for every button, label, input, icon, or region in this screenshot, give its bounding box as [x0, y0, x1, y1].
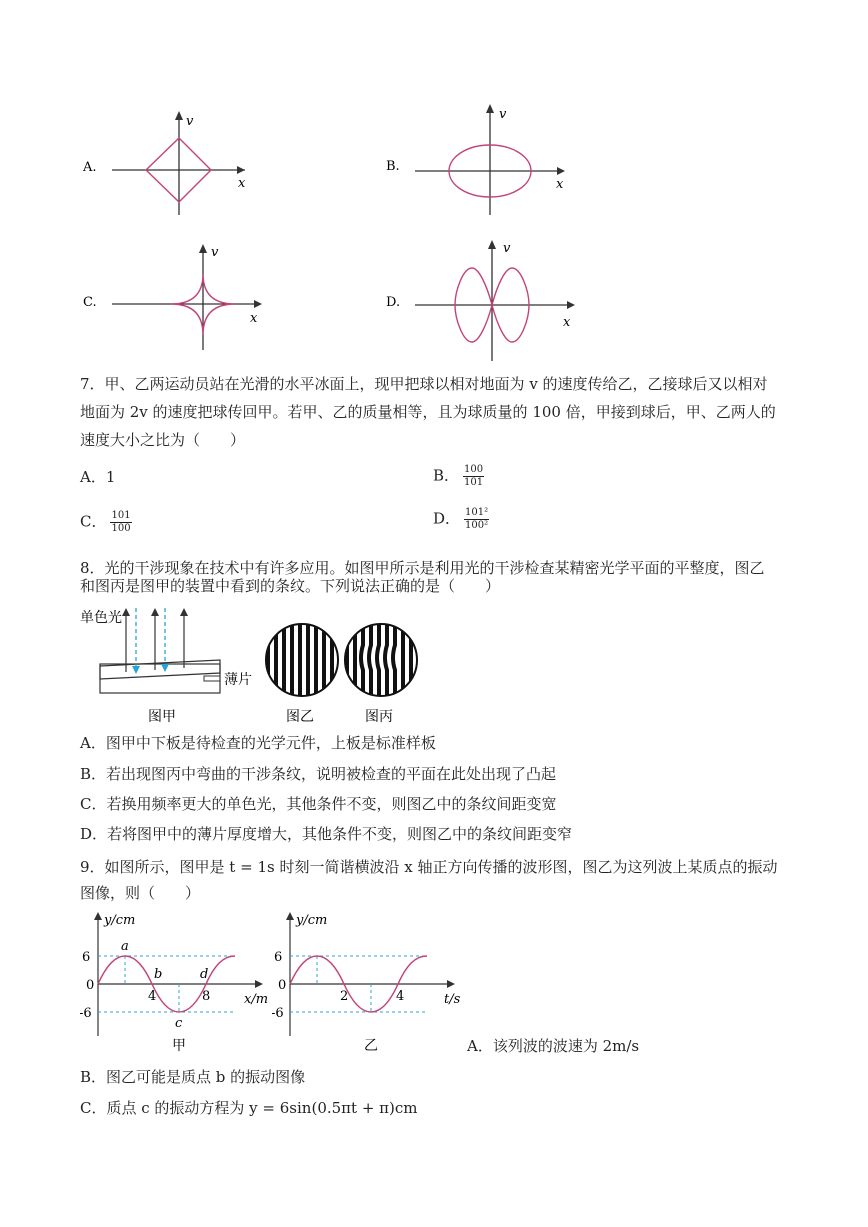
q7-option-a[interactable] [80, 466, 115, 488]
q7-stem-line3: 速度大小之比为（ ） [80, 431, 246, 449]
fraction: $\frac{101}{100}$ [111, 510, 131, 534]
option-label: C. [83, 295, 97, 310]
q9-vibration-figure-yi [272, 908, 472, 1060]
waveform-graph [80, 908, 283, 1056]
svg-text:4: 4 [148, 989, 157, 1004]
graph-b-svg [383, 100, 583, 215]
point-c: c [175, 1016, 183, 1031]
x-axis-label: x/m [244, 992, 269, 1007]
thin-sheet [204, 676, 220, 681]
q7-option-b[interactable] [433, 464, 484, 489]
q7-stem-line2: 地面为 2v 的速度把球传回甲。若甲、乙的质量相等，且为球质量的 100 倍，甲接到球后，甲、乙两人的 [80, 403, 776, 421]
option-label: B. [386, 159, 400, 174]
svg-text:-6: -6 [80, 1006, 92, 1021]
y-axis-label: y/cm [296, 913, 328, 928]
graph-c-svg [80, 240, 270, 350]
y-axis-label: v [503, 241, 511, 256]
option-graph-d[interactable] [383, 236, 583, 365]
caption-jia: 甲 [172, 1038, 186, 1054]
q7-stem-line1: 7．甲、乙两运动员站在光滑的水平冰面上，现甲把球以相对地面为 v 的速度传给乙，乙接球后又以相对 [80, 375, 768, 393]
q9-option-b[interactable]: B．图乙可能是质点 b 的振动图像 [80, 1068, 306, 1086]
light-label: 单色光 [80, 610, 122, 626]
option-value: 1 [105, 468, 116, 486]
q9-stem-line1: 9．如图所示，图甲是 t = 1s 时刻一简谐横波沿 x 轴正方向传播的波形图，图乙为这列波上某质点的振动 [80, 858, 778, 876]
caption-bing: 图丙 [365, 709, 393, 725]
svg-text:8: 8 [202, 989, 211, 1004]
x-axis-label: t/s [444, 992, 461, 1007]
option-label: B． [433, 466, 460, 485]
graph-d-svg [383, 236, 583, 361]
fraction: $\frac{100}{101}$ [464, 464, 484, 488]
q8-stem-line2: 和图丙是图甲的装置中看到的条纹。下列说法正确的是（ ） [80, 577, 501, 595]
y-axis-label: v [499, 107, 507, 122]
fraction: $\frac{\text{101²}}{\text{100²}}$ [465, 507, 489, 531]
upper-plate [100, 660, 220, 679]
q8-figure [78, 600, 458, 734]
q7-option-d[interactable] [433, 507, 489, 532]
caption-jia: 图甲 [148, 709, 176, 725]
option-label: C． [80, 512, 107, 531]
q8-stem-line1: 8．光的干涉现象在技术中有许多应用。如图甲所示是利用光的干涉检查某精密光学平面的平整度，图乙 [80, 559, 765, 577]
y-axis-label: v [211, 245, 219, 260]
option-label: A. [83, 160, 97, 175]
y-axis-label: v [186, 114, 194, 129]
svg-text:2: 2 [340, 989, 349, 1004]
x-axis-label: x [563, 315, 571, 330]
q9-stem-line2: 图像，则（ ） [80, 884, 201, 902]
option-label: D. [386, 295, 401, 310]
q9-option-a[interactable]: A．该列波的波速为 2m/s [467, 1037, 640, 1055]
option-graph-a[interactable] [80, 105, 260, 219]
option-label: D． [433, 509, 461, 528]
q9-option-c[interactable]: C．质点 c 的振动方程为 y = 6sin(0.5πt + π)cm [80, 1099, 418, 1117]
point-b: b [154, 967, 163, 982]
point-d: d [200, 967, 209, 982]
caption-yi: 乙 [364, 1038, 378, 1054]
q7-option-c[interactable] [80, 510, 132, 535]
option-graph-c[interactable] [80, 240, 270, 354]
option-graph-b[interactable] [383, 100, 583, 219]
vibration-graph [272, 908, 472, 1056]
x-axis-label: x [556, 177, 564, 192]
svg-text:4: 4 [396, 989, 405, 1004]
graph-a-svg [80, 105, 260, 215]
svg-text:6: 6 [274, 950, 283, 965]
y-axis-label: y/cm [104, 913, 136, 928]
q8-option-c[interactable]: C．若换用频率更大的单色光，其他条件不变，则图乙中的条纹间距变宽 [80, 795, 557, 813]
q8-option-a[interactable]: A．图甲中下板是待检查的光学元件，上板是标准样板 [80, 734, 436, 752]
interference-figure [78, 600, 458, 730]
svg-text:0: 0 [86, 978, 95, 993]
caption-yi: 图乙 [286, 709, 314, 725]
svg-text:-6: -6 [272, 1006, 284, 1021]
sheet-label: 薄片 [224, 672, 252, 688]
svg-text:0: 0 [278, 978, 287, 993]
option-label: A． [80, 468, 106, 486]
q8-option-b[interactable]: B．若出现图丙中弯曲的干涉条纹，说明被检查的平面在此处出现了凸起 [80, 765, 557, 783]
svg-text:6: 6 [82, 950, 91, 965]
x-axis-label: x [238, 176, 246, 191]
q9-wave-figure-jia [80, 908, 283, 1060]
q8-option-d[interactable]: D．若将图甲中的薄片厚度增大，其他条件不变，则图乙中的条纹间距变窄 [80, 825, 573, 843]
point-a: a [121, 939, 129, 954]
x-axis-label: x [250, 311, 258, 326]
